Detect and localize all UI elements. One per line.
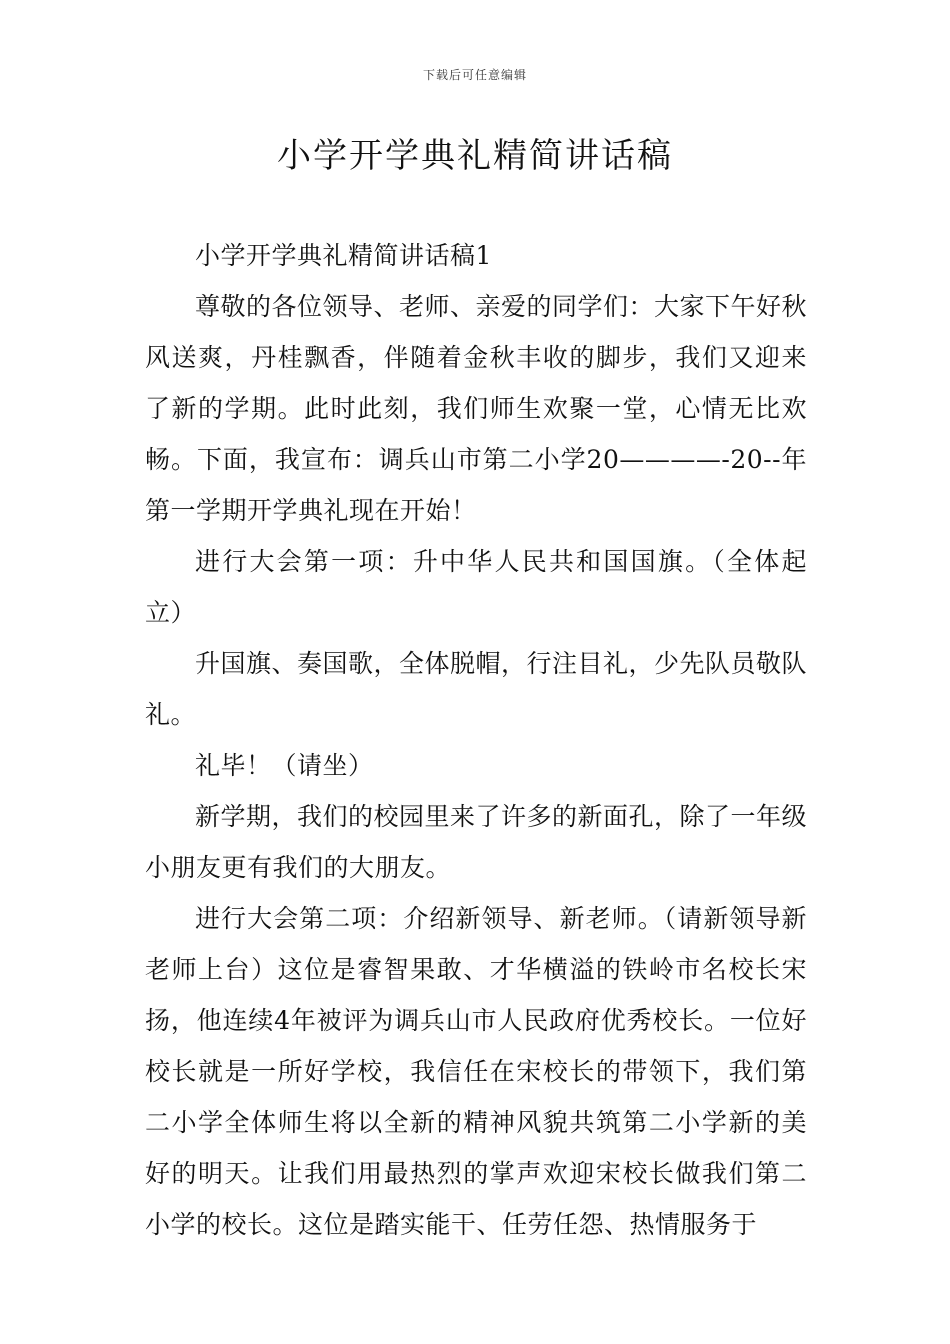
paragraph-anthem: 升国旗、奏国歌，全体脱帽，行注目礼，少先队员敬队礼。	[145, 649, 808, 729]
paragraph-be-seated: 礼毕！（请坐）	[195, 751, 374, 780]
paragraph-introductions: 进行大会第二项：介绍新领导、新老师。（请新领导新老师上台）这位是睿智果敢、才华横溢的铁岭市名校长宋扬，他连续4年被评为调兵山市人民政府优秀校长。一位好校长就是一所好学校，我信任在宋校长的带领下，我们第二小学全体师生将以全新的精神风貌共筑第二小学新的美好的明天。让我们用最热烈的掌声欢迎宋校长做我们第二小学的校长。这位是踏实能干、任劳任怨、热情服务于	[145, 904, 807, 1239]
paragraph-greeting: 尊敬的各位领导、老师、亲爱的同学们：大家下午好秋风送爽，丹桂飘香，伴随着金秋丰收的脚步，我们又迎来了新的学期。此时此刻，我们师生欢聚一堂，心情无比欢畅。下面，我宣布：调兵山市第二小学20————-20--年第一学期开学典礼现在开始！	[145, 292, 808, 525]
header-note: 下载后可任意编辑	[422, 68, 527, 82]
document-title: 小学开学典礼精简讲话稿	[277, 136, 673, 176]
paragraph-flag-raising: 进行大会第一项：升中华人民共和国国旗。（全体起立）	[145, 547, 807, 627]
paragraph-section-heading: 小学开学典礼精简讲话稿1	[195, 241, 492, 270]
document-body	[145, 230, 807, 1250]
paragraph-new-faces: 新学期，我们的校园里来了许多的新面孔，除了一年级小朋友更有我们的大朋友。	[145, 802, 808, 882]
